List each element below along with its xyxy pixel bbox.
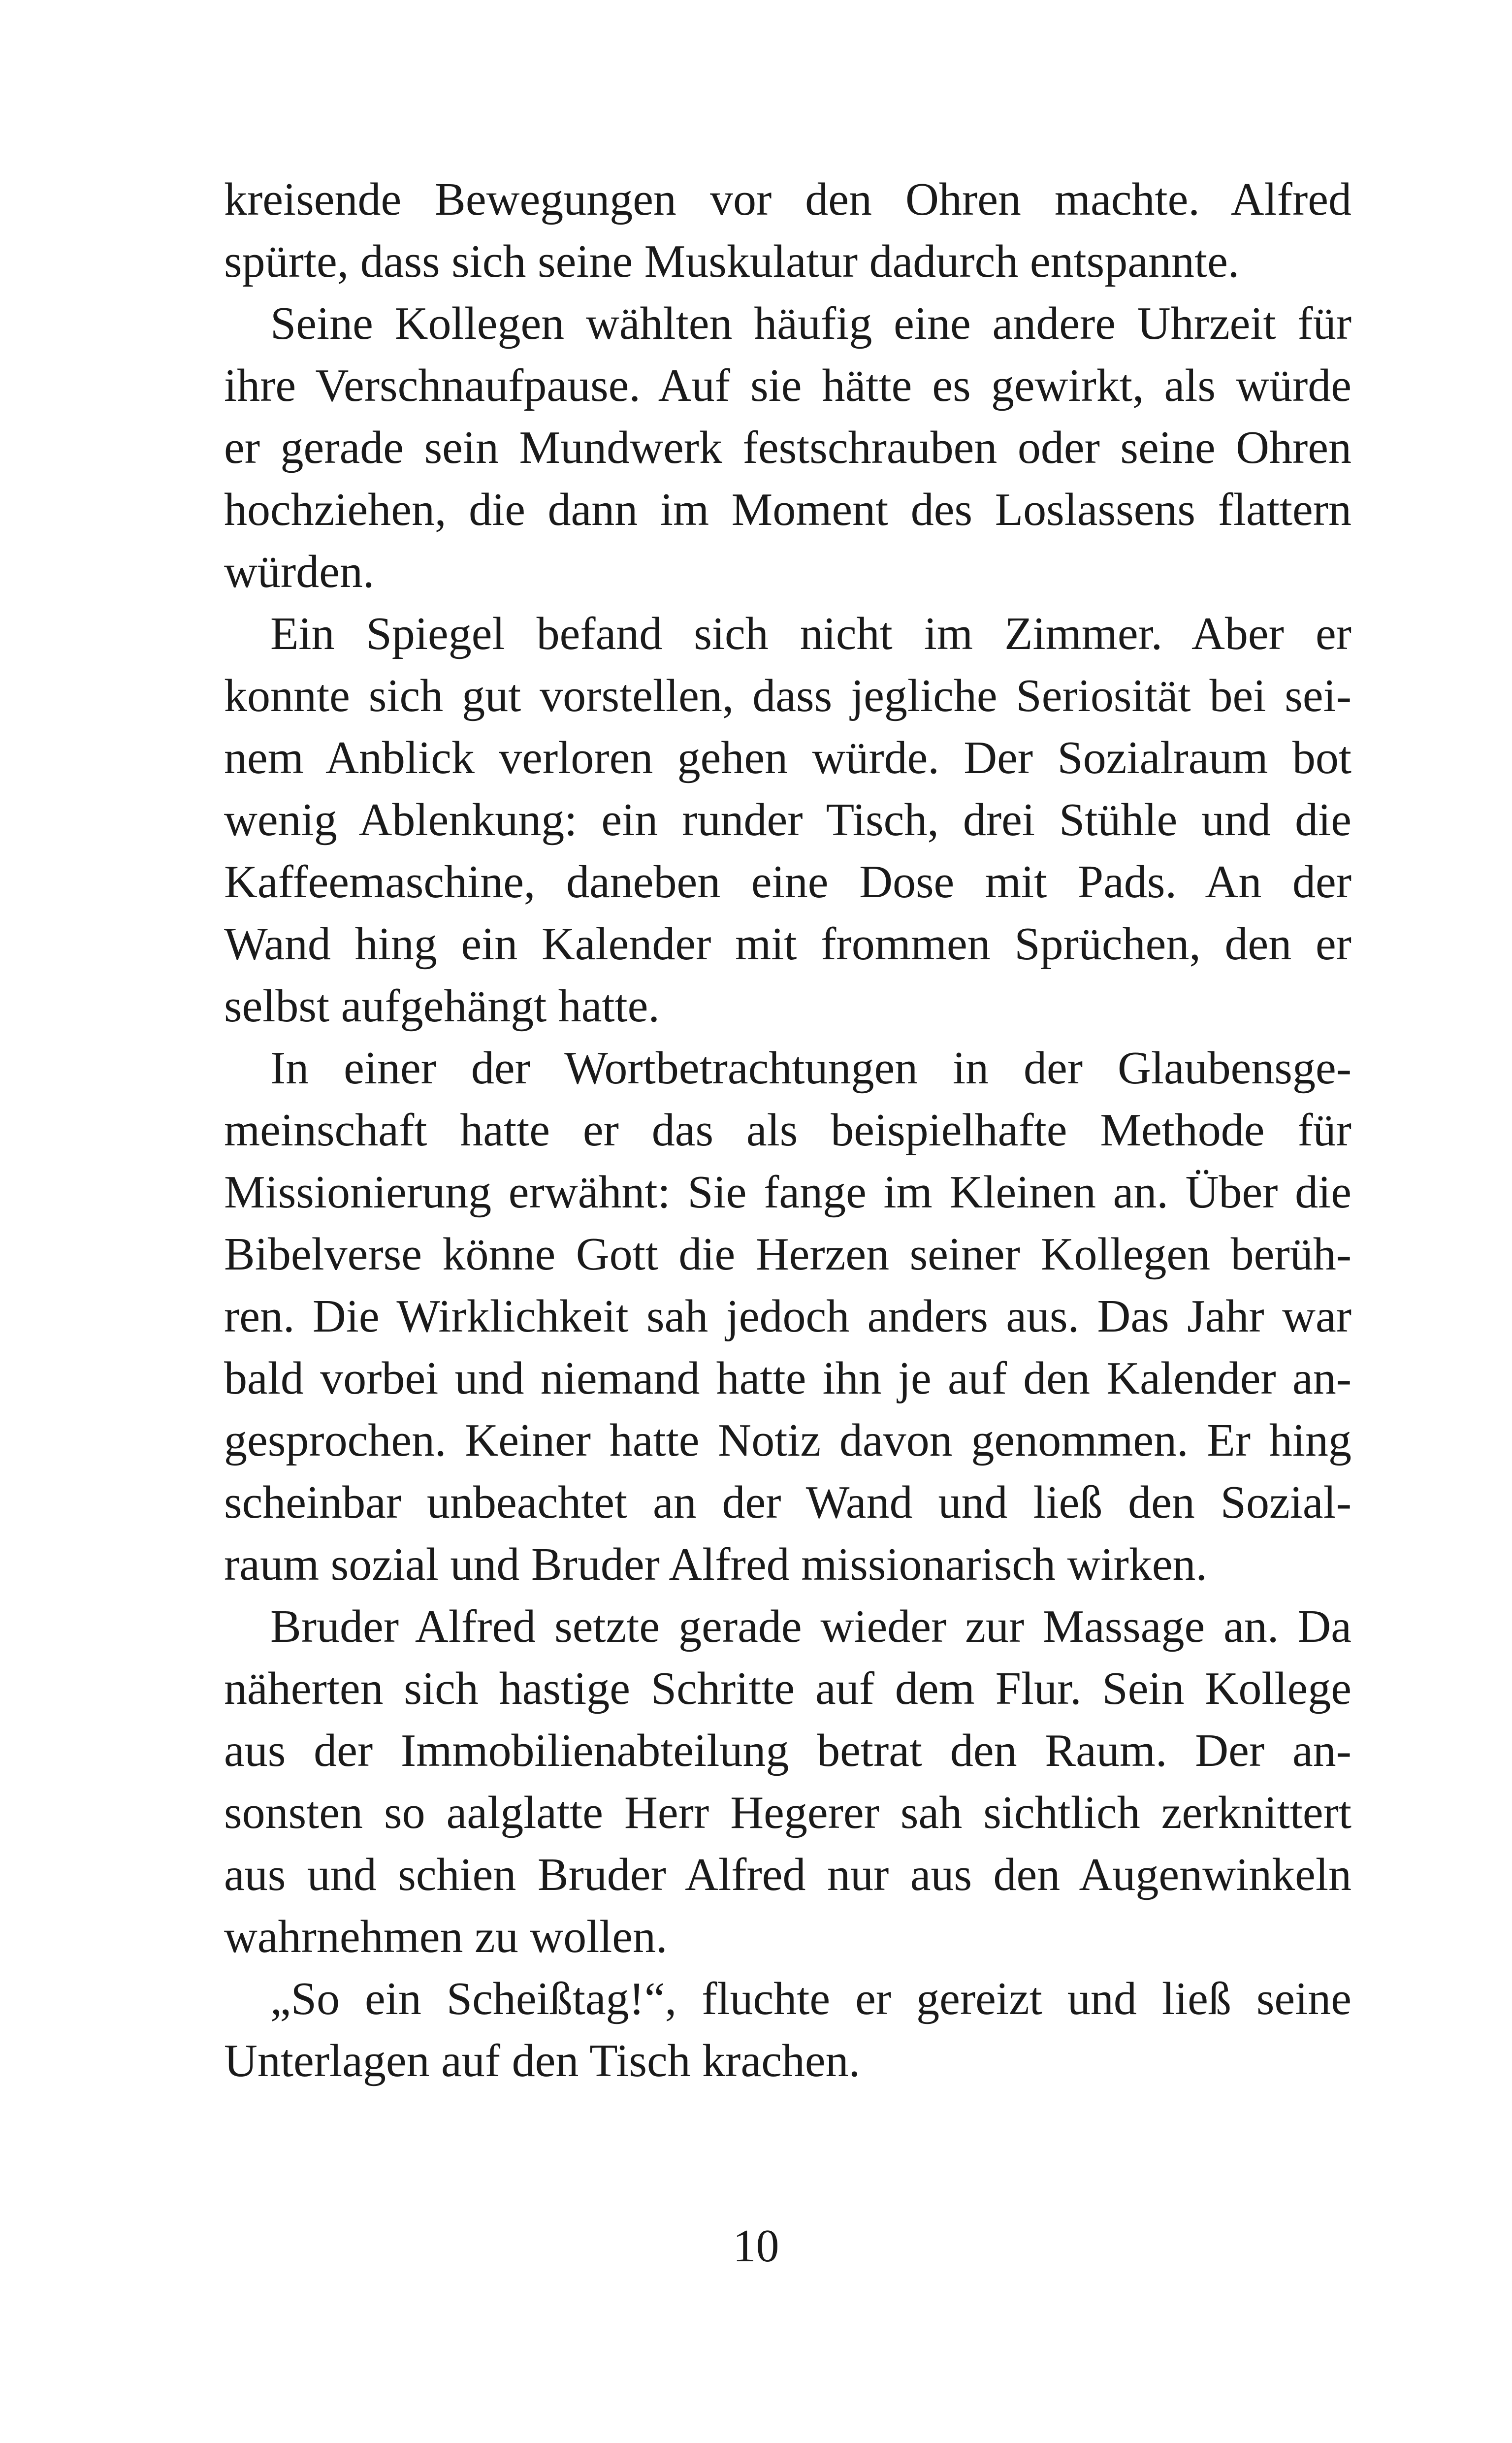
text-line: gesprochen. Keiner hatte Notiz davon genommen. Er hing xyxy=(224,1415,1351,1466)
text-line: ren. Die Wirklichkeit sah jedoch anders aus. Das Jahr war xyxy=(224,1291,1351,1342)
text-line: raum sozial und Bruder Alfred missionarisch wirken. xyxy=(224,1539,1208,1590)
text-line: Missionierung erwähnt: Sie fange im Kleinen an. Über die xyxy=(224,1167,1351,1218)
text-line: wenig Ablenkung: ein runder Tisch, drei Stühle und die xyxy=(224,794,1351,846)
text-line: Kaffeemaschine, daneben eine Dose mit Pads. An der xyxy=(224,856,1351,908)
text-line: kreisende Bewegungen vor den Ohren machte. Alfred xyxy=(224,174,1351,225)
text-line: scheinbar unbeachtet an der Wand und ließ den Sozial- xyxy=(224,1477,1351,1528)
paragraph-first-line: In einer der Wortbetrachtungen in der Glaubensge- xyxy=(270,1042,1351,1094)
text-line: ihre Verschnaufpause. Auf sie hätte es gewirkt, als würde xyxy=(224,360,1351,411)
text-line: Bibelverse könne Gott die Herzen seiner Kollegen berüh- xyxy=(224,1229,1351,1280)
text-line: meinschaft hatte er das als beispielhafte Methode für xyxy=(224,1105,1351,1156)
text-line: bald vorbei und niemand hatte ihn je auf den Kalender an- xyxy=(224,1353,1351,1404)
text-line: konnte sich gut vorstellen, dass jegliche Seriosität bei sei- xyxy=(224,670,1351,721)
text-line: selbst aufgehängt hatte. xyxy=(224,980,660,1032)
text-line: er gerade sein Mundwerk festschrauben oder seine Ohren xyxy=(224,422,1351,473)
text-line: aus der Immobilienabteilung betrat den Raum. Der an- xyxy=(224,1725,1351,1776)
text-line: aus und schien Bruder Alfred nur aus den Augenwinkeln xyxy=(224,1849,1351,1900)
text-line: nem Anblick verloren gehen würde. Der Sozialraum bot xyxy=(224,732,1351,783)
text-line: spürte, dass sich seine Muskulatur dadurch entspannte. xyxy=(224,236,1240,287)
text-line: Unterlagen auf den Tisch krachen. xyxy=(224,2035,861,2086)
text-line: wahrnehmen zu wollen. xyxy=(224,1911,668,1962)
paragraph-first-line: Bruder Alfred setzte gerade wieder zur Massage an. Da xyxy=(270,1601,1351,1652)
body-text xyxy=(224,168,1351,2092)
text-line: würden. xyxy=(224,546,375,597)
text-line: sonsten so aalglatte Herr Hegerer sah sichtlich zerknittert xyxy=(224,1787,1351,1838)
text-line: Wand hing ein Kalender mit frommen Sprüchen, den er xyxy=(224,918,1351,970)
paragraph-first-line: Ein Spiegel befand sich nicht im Zimmer. Aber er xyxy=(270,608,1351,659)
text-line: hochziehen, die dann im Moment des Loslassens flattern xyxy=(224,484,1351,535)
text-line: näherten sich hastige Schritte auf dem Flur. Sein Kollege xyxy=(224,1663,1351,1714)
paragraph-first-line: Seine Kollegen wählten häufig eine andere Uhrzeit für xyxy=(270,298,1351,349)
paragraph-first-line: „So ein Scheißtag!“, fluchte er gereizt und ließ seine xyxy=(270,1973,1351,2024)
page-number: 10 xyxy=(733,2220,779,2272)
